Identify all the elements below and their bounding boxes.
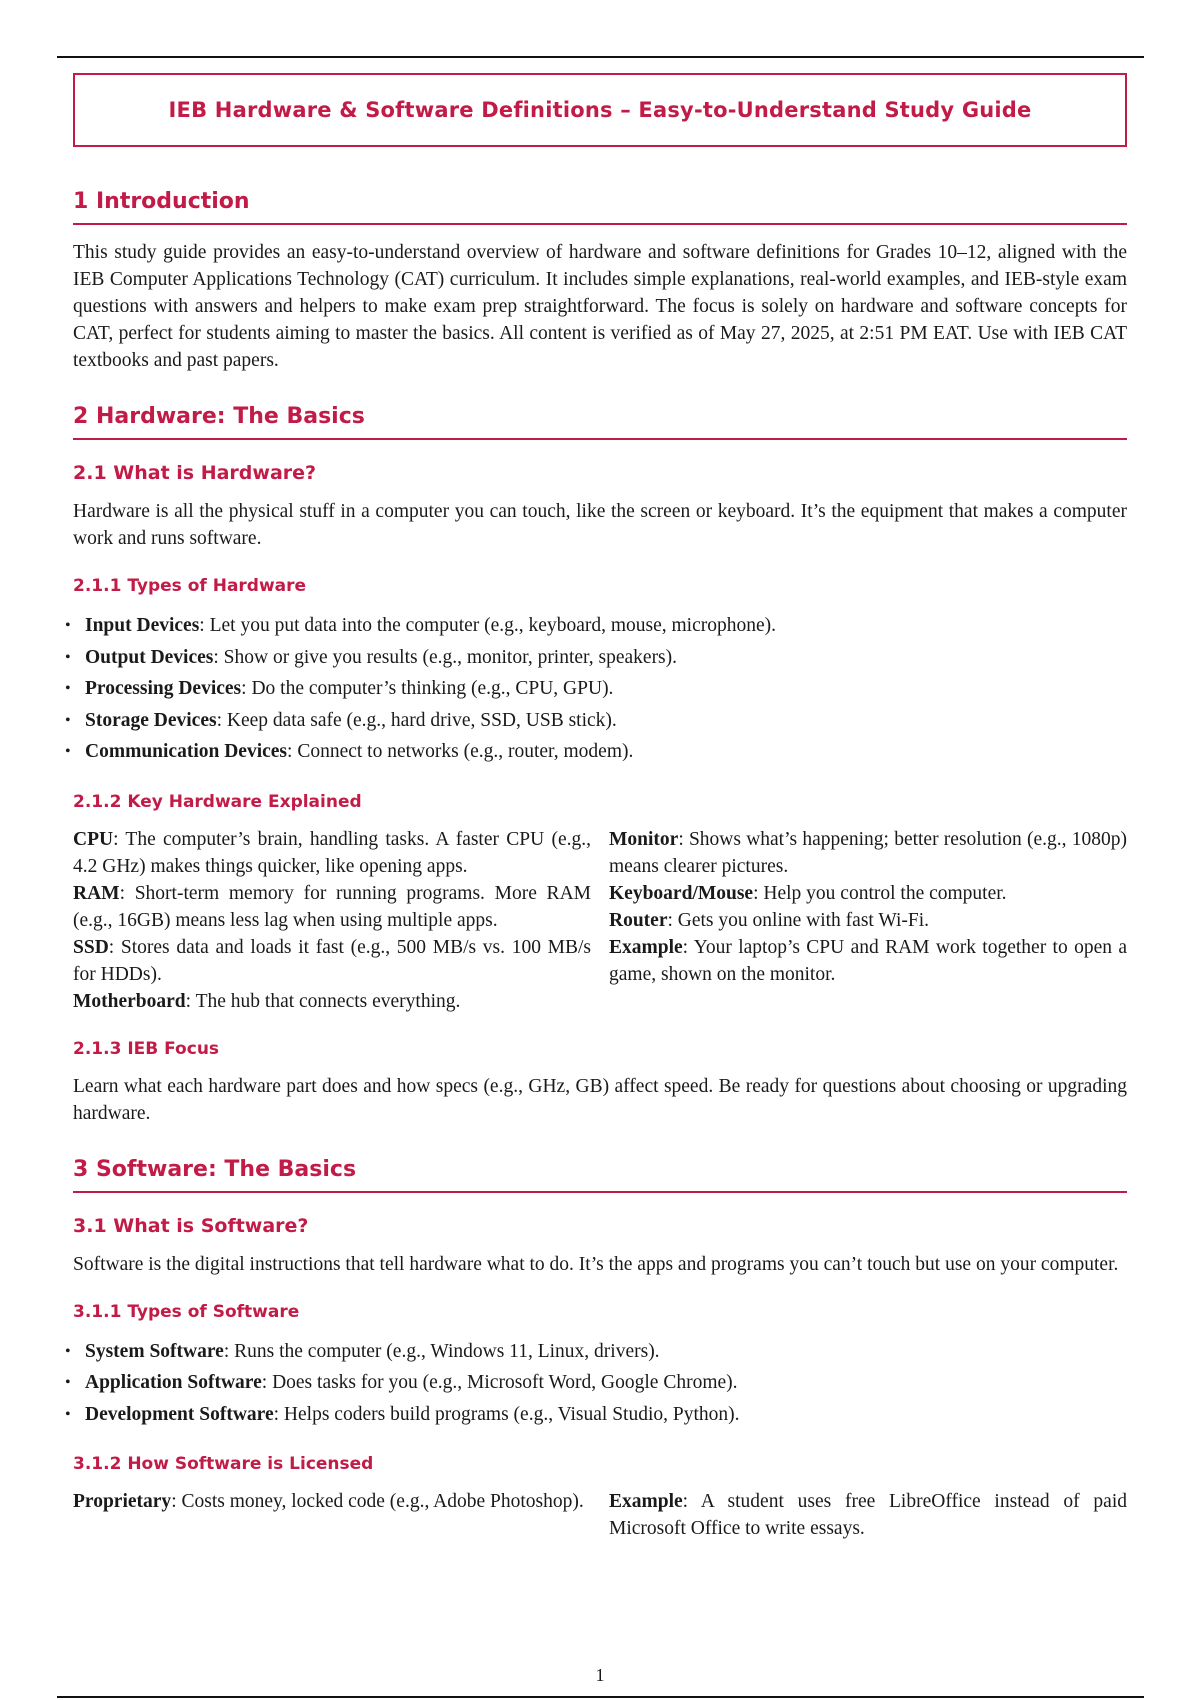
list-item-desc: : Helps coders build programs (e.g., Visual Studio, Python). bbox=[273, 1403, 740, 1425]
bullet-icon: • bbox=[65, 1342, 71, 1360]
software-definition: Software is the digital instructions that tell hardware what to do. It’s the apps and programs you can’t touch but use on your computer. bbox=[73, 1253, 1119, 1275]
bullet-icon: • bbox=[65, 1374, 71, 1391]
definition-term: Example bbox=[609, 936, 683, 958]
definition-desc: : Gets you online with fast Wi-Fi. bbox=[667, 909, 930, 931]
definition-term: Monitor bbox=[609, 828, 679, 850]
list-item bbox=[65, 1336, 1127, 1368]
list-item bbox=[65, 1367, 1127, 1399]
bottom-rule bbox=[57, 1696, 1144, 1698]
definition-desc: : The computer’s brain, handling tasks. A faster CPU (e.g., 4.2 GHz) makes things quicker, like opening apps. bbox=[73, 828, 591, 877]
definition-desc: : A student uses free LibreOffice instead of paid Microsoft Office to write essays. bbox=[609, 1491, 1127, 1539]
definition-desc: : Shows what’s happening; better resolution (e.g., 1080p) means clearer pictures. bbox=[609, 828, 1127, 877]
definition-term: CPU bbox=[73, 828, 114, 850]
definition-term: Example bbox=[609, 1491, 683, 1512]
subsection-heading-what-is-software: 3.1 What is Software? bbox=[73, 1214, 309, 1237]
page-content bbox=[65, 73, 1127, 1542]
definition-term: Router bbox=[609, 909, 668, 931]
list-item-desc: : Do the computer’s thinking (e.g., CPU, GPU). bbox=[241, 678, 614, 699]
definition-term: Proprietary bbox=[73, 1491, 172, 1512]
section-heading-hardware: 2 Hardware: The Basics bbox=[73, 404, 1127, 440]
subsubsection-heading-types-of-hardware: 2.1.1 Types of Hardware bbox=[73, 576, 307, 596]
definition-desc: : Help you control the computer. bbox=[753, 882, 1007, 904]
key-hardware-right-column bbox=[609, 826, 1127, 1015]
bullet-icon: • bbox=[65, 617, 71, 634]
definition-entry bbox=[73, 988, 591, 1015]
list-item-term: Storage Devices bbox=[85, 709, 217, 731]
software-types-list bbox=[65, 1336, 1127, 1431]
list-item-term: System Software bbox=[85, 1340, 224, 1362]
section-heading-introduction: 1 Introduction bbox=[73, 189, 1127, 225]
list-item-term: Output Devices bbox=[85, 646, 214, 668]
top-rule bbox=[57, 56, 1144, 58]
hardware-types-list bbox=[65, 610, 1127, 768]
section-heading-software: 3 Software: The Basics bbox=[73, 1157, 1127, 1193]
list-item-desc: : Let you put data into the computer (e.g., keyboard, mouse, microphone). bbox=[199, 615, 777, 636]
subsubsection-heading-ieb-focus: 2.1.3 IEB Focus bbox=[73, 1038, 220, 1059]
list-item-term: Processing Devices bbox=[85, 678, 242, 699]
bullet-icon: • bbox=[65, 648, 71, 666]
subsubsection-heading-key-hardware: 2.1.2 Key Hardware Explained bbox=[73, 791, 362, 812]
licensing-columns bbox=[73, 1488, 1127, 1542]
definition-entry bbox=[609, 907, 1127, 934]
definition-entry bbox=[73, 934, 591, 988]
list-item bbox=[65, 642, 1127, 674]
list-item-term: Development Software bbox=[85, 1403, 274, 1425]
list-item-desc: : Does tasks for you (e.g., Microsoft Word, Google Chrome). bbox=[261, 1372, 738, 1393]
list-item bbox=[65, 736, 1127, 768]
document-title: IEB Hardware & Software Definitions – Easy-to-Understand Study Guide bbox=[73, 73, 1127, 147]
definition-term: SSD bbox=[73, 936, 109, 958]
definition-entry bbox=[609, 1488, 1127, 1542]
definition-term: Keyboard/Mouse bbox=[609, 882, 754, 904]
bullet-icon: • bbox=[65, 711, 71, 729]
definition-entry bbox=[73, 826, 591, 880]
subsection-heading-what-is-hardware: 2.1 What is Hardware? bbox=[73, 462, 317, 484]
hardware-definition: Hardware is all the physical stuff in a computer you can touch, like the screen or keyboard. It’s the equipment that makes a computer work and runs software. bbox=[73, 501, 1127, 549]
list-item-desc: : Keep data safe (e.g., hard drive, SSD, USB stick). bbox=[216, 709, 617, 731]
subsubsection-heading-types-of-software: 3.1.1 Types of Software bbox=[73, 1301, 300, 1322]
definition-entry bbox=[609, 880, 1127, 907]
subsubsection-heading-licensing: 3.1.2 How Software is Licensed bbox=[73, 1454, 374, 1474]
list-item-desc: : Runs the computer (e.g., Windows 11, Linux, drivers). bbox=[223, 1340, 660, 1362]
definition-term: Motherboard bbox=[73, 990, 186, 1012]
definition-entry bbox=[73, 1488, 591, 1515]
intro-paragraph: This study guide provides an easy-to-understand overview of hardware and software definitions for Grades 10–12, aligned with the IEB Computer Applications Technology (CAT) curriculum. It includes simple explanations, real-world examples, and IEB-style exam questions with answers and helpers to make exam prep straightforward. The focus is solely on hardware and software concepts for CAT, perfect for students aiming to master the basics. All content is verified as of May 27, 2025, at 2:51 PM EAT. Use with IEB CAT textbooks and past papers. bbox=[73, 242, 1127, 371]
list-item-term: Input Devices bbox=[85, 615, 200, 636]
definition-desc: : Costs money, locked code (e.g., Adobe Photoshop). bbox=[171, 1491, 584, 1512]
definition-desc: : Stores data and loads it fast (e.g., 500 MB/s vs. 100 MB/s for HDDs). bbox=[73, 936, 591, 985]
definition-entry bbox=[609, 934, 1127, 988]
definition-entry bbox=[609, 826, 1127, 880]
bullet-icon: • bbox=[65, 743, 71, 760]
definition-desc: : Short-term memory for running programs. More RAM (e.g., 16GB) means less lag when using multiple apps. bbox=[73, 882, 591, 931]
list-item-desc: : Show or give you results (e.g., monitor, printer, speakers). bbox=[213, 646, 678, 668]
licensing-left-column bbox=[73, 1488, 591, 1542]
list-item bbox=[65, 673, 1127, 705]
list-item bbox=[65, 705, 1127, 737]
list-item bbox=[65, 1399, 1127, 1431]
list-item-term: Communication Devices bbox=[85, 741, 288, 762]
ieb-focus-paragraph: Learn what each hardware part does and how specs (e.g., GHz, GB) affect speed. Be ready for questions about choosing or upgrading hardware. bbox=[73, 1075, 1127, 1124]
definition-desc: : Your laptop’s CPU and RAM work together to open a game, shown on the monitor. bbox=[609, 936, 1127, 985]
list-item-desc: : Connect to networks (e.g., router, modem). bbox=[287, 741, 634, 762]
key-hardware-left-column bbox=[73, 826, 591, 1015]
key-hardware-columns bbox=[73, 826, 1127, 1015]
bullet-icon: • bbox=[65, 680, 71, 697]
licensing-right-column bbox=[609, 1488, 1127, 1542]
list-item bbox=[65, 610, 1127, 642]
bullet-icon: • bbox=[65, 1405, 71, 1423]
definition-term: RAM bbox=[73, 882, 120, 904]
definition-entry bbox=[73, 880, 591, 934]
definition-desc: : The hub that connects everything. bbox=[185, 990, 461, 1012]
list-item-term: Application Software bbox=[85, 1372, 262, 1393]
page-number: 1 bbox=[595, 1665, 605, 1685]
